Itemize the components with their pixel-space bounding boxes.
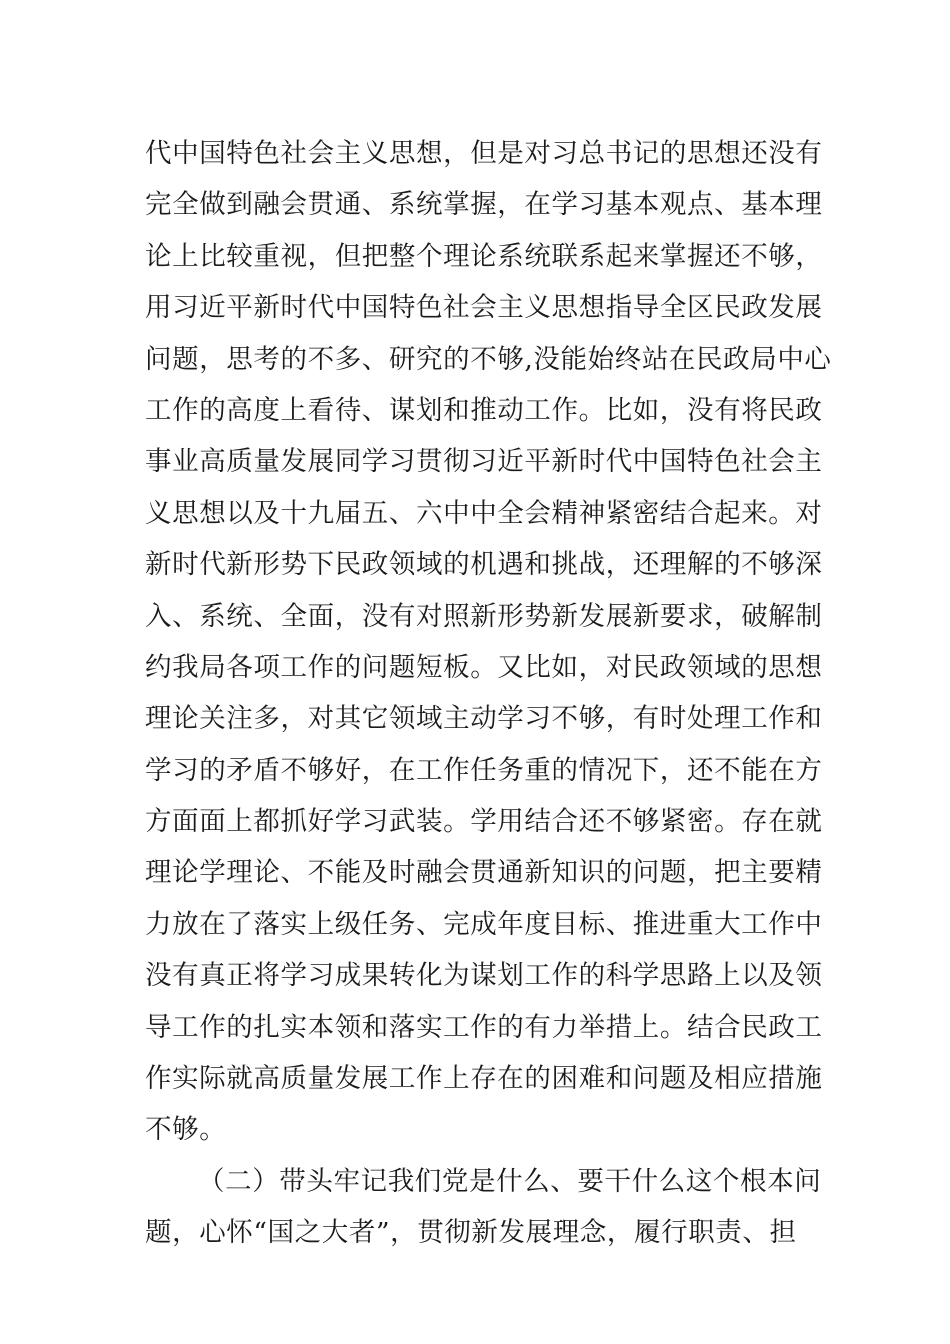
text-line: 题，心怀“国之大者”，贯彻新发展理念，履行职责、担 <box>145 1217 797 1249</box>
text-line: 方面面上都抓好学习武装。学用结合还不够紧密。存在就 <box>145 806 823 838</box>
text-line: 用习近平新时代中国特色社会主义思想指导全区民政发展 <box>145 292 823 324</box>
paragraph-1 <box>145 128 832 1156</box>
text-line: 约我局各项工作的问题短板。又比如，对民政领域的思想 <box>145 651 823 683</box>
text-line: 问题，思考的不多、研究的不够,没能始终站在民政局中心 <box>145 343 832 375</box>
text-line: 完全做到融会贯通、系统掌握，在学习基本观点、基本理 <box>145 189 823 221</box>
body-text <box>145 128 832 1259</box>
text-line: 力放在了落实上级任务、完成年度目标、推进重大工作中 <box>145 908 823 940</box>
text-line: 义思想以及十九届五、六中中全会精神紧密结合起来。对 <box>145 497 823 529</box>
text-line: 理论学理论、不能及时融会贯通新知识的问题，把主要精 <box>145 857 823 889</box>
text-line: 不够。 <box>145 1114 227 1146</box>
text-line: 代中国特色社会主义思想，但是对习总书记的思想还没有 <box>145 138 823 169</box>
text-line: 新时代新形势下民政领域的机遇和挑战，还理解的不够深 <box>145 549 823 581</box>
text-line: 工作的高度上看待、谋划和推动工作。比如，没有将民政 <box>145 394 823 426</box>
paragraph-2 <box>145 1156 825 1259</box>
text-line: 入、系统、全面，没有对照新形势新发展新要求，破解制 <box>145 600 823 632</box>
text-line: 理论关注多，对其它领域主动学习不够，有时处理工作和 <box>145 703 823 735</box>
text-line: 学习的矛盾不够好，在工作任务重的情况下，还不能在方 <box>145 754 823 786</box>
text-line: 导工作的扎实本领和落实工作的有力举措上。结合民政工 <box>145 1011 823 1043</box>
text-line: 没有真正将学习成果转化为谋划工作的科学思路上以及领 <box>145 960 823 992</box>
section-heading-line: （二）带头牢记我们党是什么、要干什么这个根本问 <box>198 1165 822 1197</box>
text-line: 作实际就高质量发展工作上存在的困难和问题及相应措施 <box>145 1063 823 1095</box>
text-line: 论上比较重视，但把整个理论系统联系起来掌握还不够， <box>145 240 823 272</box>
text-line: 事业高质量发展同学习贯彻习近平新时代中国特色社会主 <box>145 446 823 478</box>
